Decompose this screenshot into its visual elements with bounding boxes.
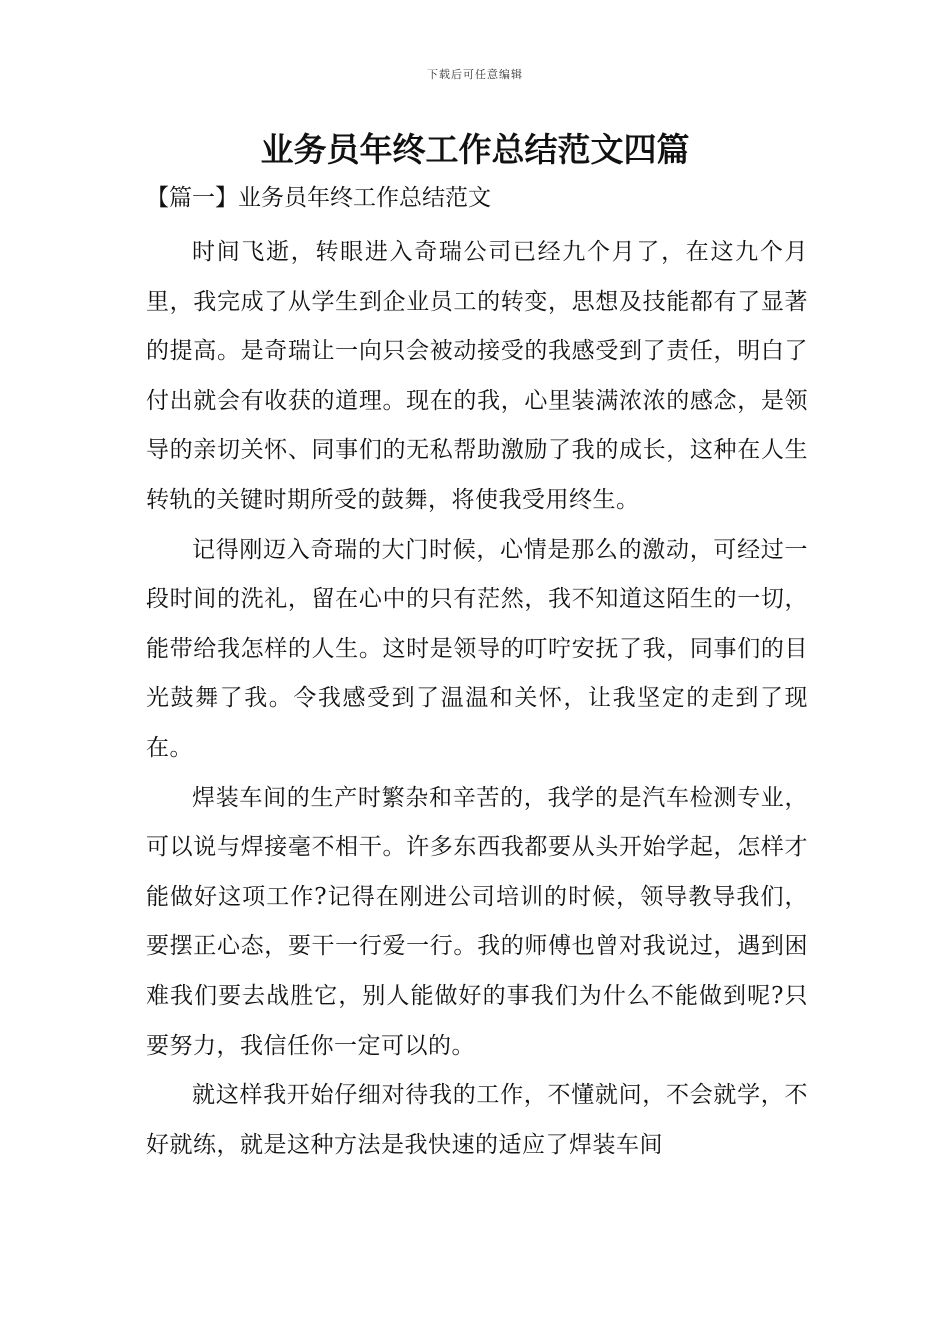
paragraph-1: 时间飞逝，转眼进入奇瑞公司已经九个月了，在这九个月里，我完成了从学生到企业员工的转变，思想及技能都有了显著的提高。是奇瑞让一向只会被动接受的我感受到了责任，明白了付出就会有收获的道理。现在的我，心里装满浓浓的感念，是领导的亲切关怀、同事们的无私帮助激励了我的成长，这种在人生转轨的关键时期所受的鼓舞，将使我受用终生。: [146, 239, 808, 513]
paragraph-4: 就这样我开始仔细对待我的工作，不懂就问，不会就学，不好就练，就是这种方法是我快速的适应了焊装车间: [146, 1082, 808, 1158]
document-title: 业务员年终工作总结范文四篇: [260, 130, 690, 169]
paragraph-2: 记得刚迈入奇瑞的大门时候，心情是那么的激动，可经过一段时间的洗礼，留在心中的只有茫然，我不知道这陌生的一切，能带给我怎样的人生。这时是领导的叮咛安抚了我，同事们的目光鼓舞了我。令我感受到了温温和关怀，让我坚定的走到了现在。: [146, 536, 808, 761]
document-body: [146, 228, 808, 1170]
paragraph-3: 焊装车间的生产时繁杂和辛苦的，我学的是汽车检测专业，可以说与焊接毫不相干。许多东西我都要从头开始学起，怎样才能做好这项工作?记得在刚进公司培训的时候，领导教导我们，要摆正心态，要干一行爱一行。我的师傅也曾对我说过，遇到困难我们要去战胜它，别人能做好的事我们为什么不能做到呢?只要努力，我信任你一定可以的。: [146, 784, 808, 1059]
header-note: 下载后可任意编辑: [427, 68, 523, 81]
section-heading: 【篇一】业务员年终工作总结范文: [146, 185, 491, 211]
